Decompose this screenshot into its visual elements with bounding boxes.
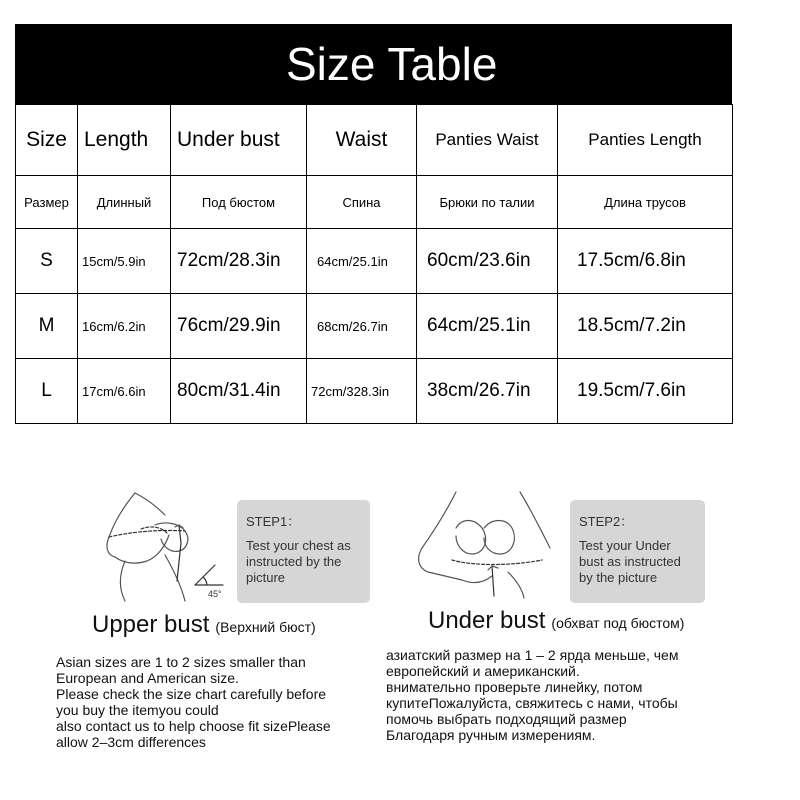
- header-panties-waist-ru: Брюки по талии: [417, 176, 558, 229]
- step2-text: Test your Under bust as instructed by the picture: [579, 538, 681, 585]
- size-cell: L: [16, 359, 78, 424]
- under-bust-cell: 72cm/28.3in: [171, 229, 307, 294]
- under-bust-figure-illustration: [412, 488, 562, 600]
- header-size: Size: [16, 105, 78, 176]
- under-bust-cell: 76cm/29.9in: [171, 294, 307, 359]
- note-line: Благодаря ручным измерениям.: [386, 727, 596, 743]
- step1-card: [237, 500, 370, 603]
- header-length: Length: [78, 105, 171, 176]
- header-size-ru: Размер: [16, 176, 78, 229]
- note-line: allow 2–3cm differences: [56, 734, 206, 750]
- note-line: also contact us to help choose fit sizePlease: [56, 718, 331, 734]
- length-cell: 16cm/6.2in: [78, 294, 171, 359]
- note-line: European and American size.: [56, 670, 239, 686]
- notes-english: [56, 654, 331, 750]
- note-line: Asian sizes are 1 to 2 sizes smaller than: [56, 654, 306, 670]
- panties-waist-cell: 60cm/23.6in: [417, 229, 558, 294]
- length-cell: 15cm/5.9in: [78, 229, 171, 294]
- upper-bust-caption: [92, 611, 316, 639]
- panties-length-cell: 17.5cm/6.8in: [558, 229, 733, 294]
- table-row: [16, 294, 733, 359]
- note-line: Please check the size chart carefully before: [56, 686, 327, 702]
- upper-bust-figure-illustration: [95, 485, 245, 605]
- upper-bust-label-ru: (Верхний бюст): [215, 619, 316, 635]
- table-row: [16, 229, 733, 294]
- panties-waist-cell: 64cm/25.1in: [417, 294, 558, 359]
- waist-cell: 64cm/25.1in: [307, 229, 417, 294]
- header-panties-waist: Panties Waist: [417, 105, 558, 176]
- note-line: помочь выбрать подходящий размер: [386, 711, 627, 727]
- under-bust-label-ru: (обхват под бюстом): [551, 615, 685, 631]
- step1-text: Test your chest as instructed by the picture: [246, 538, 351, 585]
- panties-length-cell: 19.5cm/7.6in: [558, 359, 733, 424]
- panties-waist-cell: 38cm/26.7in: [417, 359, 558, 424]
- size-table: [15, 104, 733, 424]
- header-waist-ru: Спина: [307, 176, 417, 229]
- step2-heading: STEP2：: [579, 514, 634, 529]
- note-line: европейский и американский.: [386, 663, 580, 679]
- panties-length-cell: 18.5cm/7.2in: [558, 294, 733, 359]
- step2-card: [570, 500, 705, 603]
- note-line: купитеПожалуйста, свяжитесь с нами, чтобы: [386, 695, 678, 711]
- length-cell: 17cm/6.6in: [78, 359, 171, 424]
- header-under-bust: Under bust: [171, 105, 307, 176]
- waist-cell: 68cm/26.7in: [307, 294, 417, 359]
- header-panties-length: Panties Length: [558, 105, 733, 176]
- table-row: [16, 359, 733, 424]
- header-under-bust-ru: Под бюстом: [171, 176, 307, 229]
- notes-russian: [386, 647, 678, 743]
- table-header-row-ru: [16, 176, 733, 229]
- waist-cell: 72cm/328.3in: [307, 359, 417, 424]
- under-bust-caption: [428, 607, 684, 635]
- upper-bust-label: Upper bust: [92, 611, 210, 638]
- under-bust-cell: 80cm/31.4in: [171, 359, 307, 424]
- size-cell: M: [16, 294, 78, 359]
- size-cell: S: [16, 229, 78, 294]
- under-bust-label: Under bust: [428, 607, 546, 634]
- note-line: внимательно проверьте линейку, потом: [386, 679, 643, 695]
- step1-heading: STEP1：: [246, 514, 301, 529]
- page-title: Size Table: [15, 24, 732, 104]
- angle-label: 45°: [208, 589, 222, 599]
- table-header-row-en: [16, 105, 733, 176]
- header-waist: Waist: [307, 105, 417, 176]
- header-length-ru: Длинный: [78, 176, 171, 229]
- note-line: азиатский размер на 1 – 2 ярда меньше, чем: [386, 647, 679, 663]
- header-panties-length-ru: Длина трусов: [558, 176, 733, 229]
- note-line: you buy the itemyou could: [56, 702, 219, 718]
